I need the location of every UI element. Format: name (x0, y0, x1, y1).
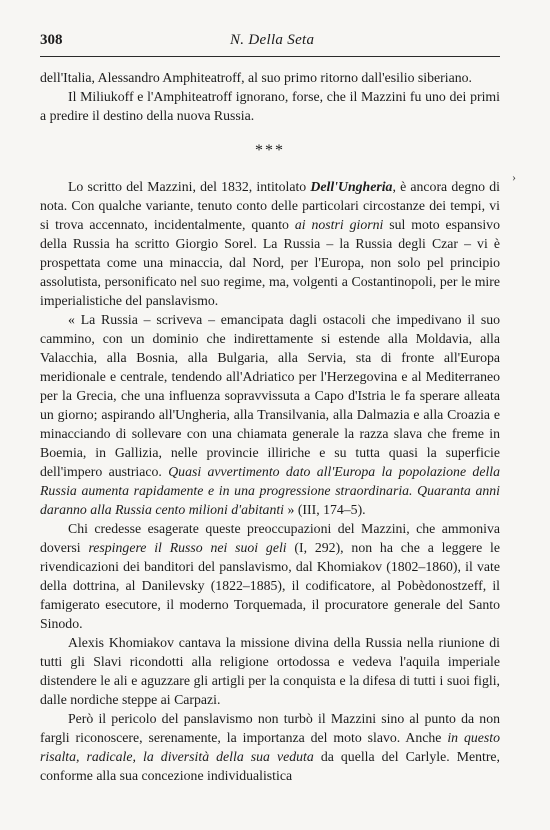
running-head: N. Della Seta (230, 32, 315, 48)
paragraph-continuation: dell'Italia, Alessandro Amphiteatroff, al suo primo ritorno dall'esilio siberiano. (40, 70, 472, 85)
page-number: 308 (40, 32, 63, 48)
paragraph-khomiakov: Alexis Khomiakov cantava la missione divina della Russia nella riunione di tutti gli Slavi ricondotti alla religione ortodossa e vedeva l'aquila imperiale distendere le ali e aguzzare gli artigli per la conquista e la difesa di tutti i suoi figli, dalle nordiche steppe ai Carpazi. (40, 635, 500, 707)
text-run: sul moto espansivo della Russia ha scritto Giorgio Sorel. La Russia – la Russia degli Czar – vi è prospettata come una minaccia, dal Nord, per l'Europa, non solo pel principio assolutista, personificato nel suo regime, ma, volgenti a Costantinopoli, per le mire imperialistiche del panslavismo. (40, 217, 500, 308)
text-run: » (III, 174–5). (284, 502, 366, 517)
text-run: (I, 292), non ha che a leggere le rivendicazioni dei banditori del panslavismo, dal Khomiakov (1802–1860), il vate della dottrina, al Danilevsky (1822–1885), il codificatore, al Pobèdonostzeff, il famigerato esecutore, il moderno Torquemada, il procuratore generale del Santo Sinodo. (40, 540, 500, 631)
text-run: Lo scritto del Mazzini, del 1832, intitolato (68, 179, 311, 194)
paragraph-miliukoff: Il Miliukoff e l'Amphiteatroff ignorano, forse, che il Mazzini fu uno dei primi a predire il destino della nuova Russia. (40, 89, 500, 123)
page-header (40, 32, 500, 54)
text-run: , è ancora degno di nota. Con qualche variante, tenuto conto delle particolari circostanze dei tempi, vi si trova accennato, incidentalmente, quanto (40, 179, 500, 232)
paragraph-ungheria (40, 177, 500, 310)
text-run: « La Russia – scriveva – emancipata dagli ostacoli che impedivano il suo cammino, con un dominio che indirettamente si estende alla Moldavia, alla Valacchia, alla Bosnia, alla Bulgaria, alla Servia, sta di fronte all'Europa meridionale e centrale, tendendo all'Adriatico per l'Herzegovina e al Mediterraneo per la Grecia, che una influenza sopravvissuta a Capo d'Istria le fa sperare alleata un giorno; aspirando all'Ungheria, alla Transilvania, alla Dalmazia e alla Croazia e minacciando di sollevare con una chiamata generale la razza slava che freme in Boemia, in Gallizia, nelle provincie illiriche e su tutta quasi la superficie dell'impero austriaco. (40, 312, 500, 479)
text-run: Chi credesse esagerate queste preoccupazioni del Mazzini, che ammoniva doversi (40, 521, 500, 555)
paragraph-quotation (40, 310, 500, 519)
section-separator (40, 139, 500, 163)
emphasis-text: ai nostri giorni (294, 217, 384, 232)
margin-mark: › (512, 170, 516, 184)
body-text (40, 68, 500, 785)
emphasis-text: Quasi avvertimento dato all'Europa la popolazione della Russia aumenta rapidamente e in una progressione straordinaria. Quaranta anni daranno alla Russia cento milioni d'abitanti (40, 464, 501, 517)
paragraph-panslavism (40, 519, 500, 633)
emphasis-text: in questo risalta, radicale, la diversità della sua veduta (40, 730, 500, 764)
text-run: Però il pericolo del panslavismo non turbò il Mazzini sino al punto da non fargli riconoscere, serenamente, la importanza del moto slavo. Anche (40, 711, 500, 745)
text-run: da quella del Carlyle. Mentre, conforme alla sua concezione individualistica (40, 749, 500, 783)
work-title: Dell'Ungheria (310, 179, 393, 194)
header-rule (40, 56, 500, 57)
emphasis-text: respingere il Russo nei suoi geli (88, 540, 287, 555)
separator-glyphs: *** (255, 142, 285, 159)
paragraph-carlyle (40, 709, 500, 785)
